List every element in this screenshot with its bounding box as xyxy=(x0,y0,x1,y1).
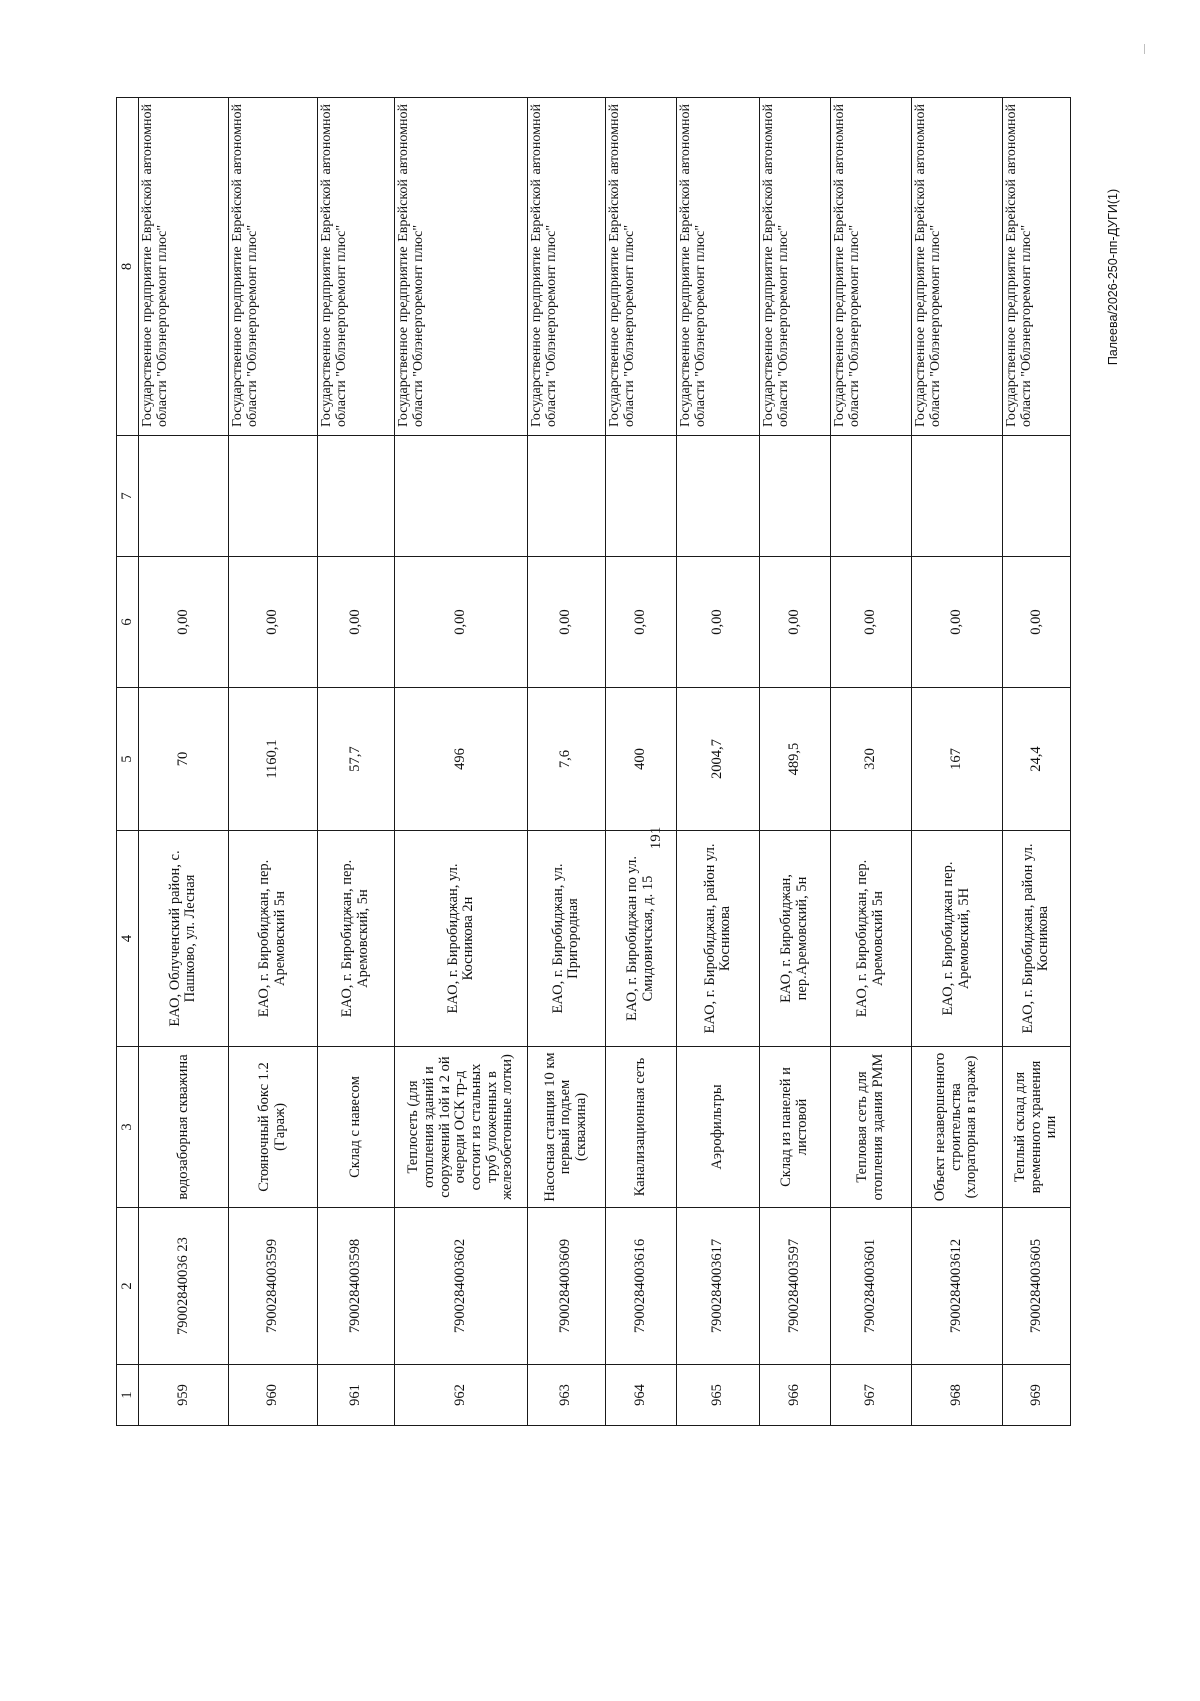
note-cell xyxy=(911,436,1002,557)
note-cell xyxy=(830,436,911,557)
object-name-cell: Склад из панелей и листовой xyxy=(760,1047,830,1208)
cadastral-code-cell: 7900284003605 xyxy=(1002,1208,1070,1365)
address-cell: ЕАО, г. Биробиджан, пер.Аремовский, 5н xyxy=(760,831,830,1047)
header-cell-3: 3 xyxy=(117,1047,139,1208)
header-row xyxy=(117,98,139,1426)
cost-cell: 0,00 xyxy=(528,557,605,688)
rotated-table-container xyxy=(116,98,1071,1426)
cost-cell: 0,00 xyxy=(317,557,394,688)
object-name-cell: Стояночный бокс 1.2 (Гараж) xyxy=(229,1047,318,1208)
table-row xyxy=(317,98,394,1426)
note-cell xyxy=(528,436,605,557)
table-row xyxy=(395,98,528,1426)
header-cell-2: 2 xyxy=(117,1208,139,1365)
area-cell: 320 xyxy=(830,688,911,831)
row-number-cell: 967 xyxy=(830,1365,911,1426)
document-footer-code: Палеева/2026-250-пп-ДУГИ(1) xyxy=(1106,188,1120,366)
object-name-cell: Канализационная сеть xyxy=(605,1047,677,1208)
note-cell xyxy=(760,436,830,557)
cadastral-code-cell: 7900284003609 xyxy=(528,1208,605,1365)
table-row xyxy=(605,98,677,1426)
address-cell: ЕАО, г. Биробиджан, ул. Косникова 2н xyxy=(395,831,528,1047)
note-cell xyxy=(1002,436,1070,557)
cost-cell: 0,00 xyxy=(1002,557,1070,688)
row-number-cell: 963 xyxy=(528,1365,605,1426)
row-number-cell: 960 xyxy=(229,1365,318,1426)
address-cell: ЕАО, г. Биробиджан, пер. Аремовский 5н xyxy=(830,831,911,1047)
object-name-cell: Склад с навесом xyxy=(317,1047,394,1208)
area-cell: 57,7 xyxy=(317,688,394,831)
row-number-cell: 969 xyxy=(1002,1365,1070,1426)
note-cell xyxy=(395,436,528,557)
row-number-cell: 961 xyxy=(317,1365,394,1426)
note-cell xyxy=(317,436,394,557)
row-number-cell: 966 xyxy=(760,1365,830,1426)
address-cell: ЕАО, г. Биробиджан, пер. Аремовский, 5н xyxy=(317,831,394,1047)
owner-cell: Государственное предприятие Еврейской автономной области "Облэнергоремонт плюс" xyxy=(138,98,228,436)
cadastral-code-cell: 7900284003617 xyxy=(677,1208,760,1365)
cadastral-code-cell: 7900284003601 xyxy=(830,1208,911,1365)
object-name-cell: Аэрофильтры xyxy=(677,1047,760,1208)
cost-cell: 0,00 xyxy=(605,557,677,688)
area-cell: 489,5 xyxy=(760,688,830,831)
address-cell: ЕАО, г. Биробиджан пер. Аремовский, 5Н xyxy=(911,831,1002,1047)
cost-cell: 0,00 xyxy=(138,557,228,688)
table-row xyxy=(677,98,760,1426)
object-name-cell: Объект незавершенного строительства (хлораторная в гараже) xyxy=(911,1047,1002,1208)
address-cell: ЕАО, г. Биробиджан, район ул. Косникова xyxy=(677,831,760,1047)
note-cell xyxy=(138,436,228,557)
cost-cell: 0,00 xyxy=(677,557,760,688)
owner-cell: Государственное предприятие Еврейской автономной области "Облэнергоремонт плюс" xyxy=(229,98,318,436)
cadastral-code-cell: 7900284003602 xyxy=(395,1208,528,1365)
note-cell xyxy=(677,436,760,557)
row-number-cell: 964 xyxy=(605,1365,677,1426)
owner-cell: Государственное предприятие Еврейской автономной области "Облэнергоремонт плюс" xyxy=(677,98,760,436)
owner-cell: Государственное предприятие Еврейской автономной области "Облэнергоремонт плюс" xyxy=(911,98,1002,436)
area-cell: 167 xyxy=(911,688,1002,831)
header-cell-1: 1 xyxy=(117,1365,139,1426)
object-name-cell: водозаборная скважина xyxy=(138,1047,228,1208)
header-cell-7: 7 xyxy=(117,436,139,557)
address-cell: ЕАО, г. Биробиджан, ул. Пригородная xyxy=(528,831,605,1047)
owner-cell: Государственное предприятие Еврейской автономной области "Облэнергоремонт плюс" xyxy=(395,98,528,436)
object-name-cell: Тепловая сеть для отопления здания РММ xyxy=(830,1047,911,1208)
cost-cell: 0,00 xyxy=(830,557,911,688)
row-number-cell: 968 xyxy=(911,1365,1002,1426)
table-row xyxy=(830,98,911,1426)
owner-cell: Государственное предприятие Еврейской автономной области "Облэнергоремонт плюс" xyxy=(760,98,830,436)
area-cell: 400 xyxy=(605,688,677,831)
owner-cell: Государственное предприятие Еврейской автономной области "Облэнергоремонт плюс" xyxy=(605,98,677,436)
object-name-cell: Теплосеть (для отопления зданий и сооружений 1ой и 2 ой очереди ОСК тр-д состоит из стальных труб уложенных в железобетонные лотки) xyxy=(395,1047,528,1208)
address-cell: ЕАО, Облученский район, с. Пашково, ул. Лесная xyxy=(138,831,228,1047)
table-row xyxy=(911,98,1002,1426)
object-name-cell: Насосная станция 10 км первый подъем (скважина) xyxy=(528,1047,605,1208)
table-row xyxy=(138,98,228,1426)
area-cell: 70 xyxy=(138,688,228,831)
table-row xyxy=(760,98,830,1426)
cost-cell: 0,00 xyxy=(229,557,318,688)
area-cell: 7,6 xyxy=(528,688,605,831)
page-number: 191 xyxy=(648,826,664,850)
cadastral-code-cell: 79002840036 23 xyxy=(138,1208,228,1365)
area-cell: 496 xyxy=(395,688,528,831)
header-cell-5: 5 xyxy=(117,688,139,831)
cadastral-code-cell: 7900284003599 xyxy=(229,1208,318,1365)
owner-cell: Государственное предприятие Еврейской автономной области "Облэнергоремонт плюс" xyxy=(528,98,605,436)
address-cell: ЕАО, г. Биробиджан, район ул. Косникова xyxy=(1002,831,1070,1047)
table-row xyxy=(528,98,605,1426)
cadastral-code-cell: 7900284003616 xyxy=(605,1208,677,1365)
area-cell: 24,4 xyxy=(1002,688,1070,831)
header-cell-6: 6 xyxy=(117,557,139,688)
owner-cell: Государственное предприятие Еврейской автономной области "Облэнергоремонт плюс" xyxy=(830,98,911,436)
row-number-cell: 965 xyxy=(677,1365,760,1426)
owner-cell: Государственное предприятие Еврейской автономной области "Облэнергоремонт плюс" xyxy=(317,98,394,436)
note-cell xyxy=(229,436,318,557)
area-cell: 2004,7 xyxy=(677,688,760,831)
cost-cell: 0,00 xyxy=(760,557,830,688)
table-body xyxy=(117,98,1071,1426)
table-row xyxy=(229,98,318,1426)
owner-cell: Государственное предприятие Еврейской автономной области "Облэнергоремонт плюс" xyxy=(1002,98,1070,436)
area-cell: 1160,1 xyxy=(229,688,318,831)
header-cell-4: 4 xyxy=(117,831,139,1047)
margin-tick-mark xyxy=(1144,44,1145,54)
address-cell: ЕАО, г. Биробиджан, пер. Аремовский 5н xyxy=(229,831,318,1047)
cadastral-code-cell: 7900284003612 xyxy=(911,1208,1002,1365)
header-cell-8: 8 xyxy=(117,98,139,436)
row-number-cell: 959 xyxy=(138,1365,228,1426)
property-table xyxy=(116,97,1071,1426)
cadastral-code-cell: 7900284003597 xyxy=(760,1208,830,1365)
object-name-cell: Теплый склад для временного хранения или xyxy=(1002,1047,1070,1208)
cadastral-code-cell: 7900284003598 xyxy=(317,1208,394,1365)
row-number-cell: 962 xyxy=(395,1365,528,1426)
table-row xyxy=(1002,98,1070,1426)
cost-cell: 0,00 xyxy=(911,557,1002,688)
cost-cell: 0,00 xyxy=(395,557,528,688)
note-cell xyxy=(605,436,677,557)
address-cell: ЕАО, г. Биробиджан по ул. Смидовичская, д. 15 xyxy=(605,831,677,1047)
